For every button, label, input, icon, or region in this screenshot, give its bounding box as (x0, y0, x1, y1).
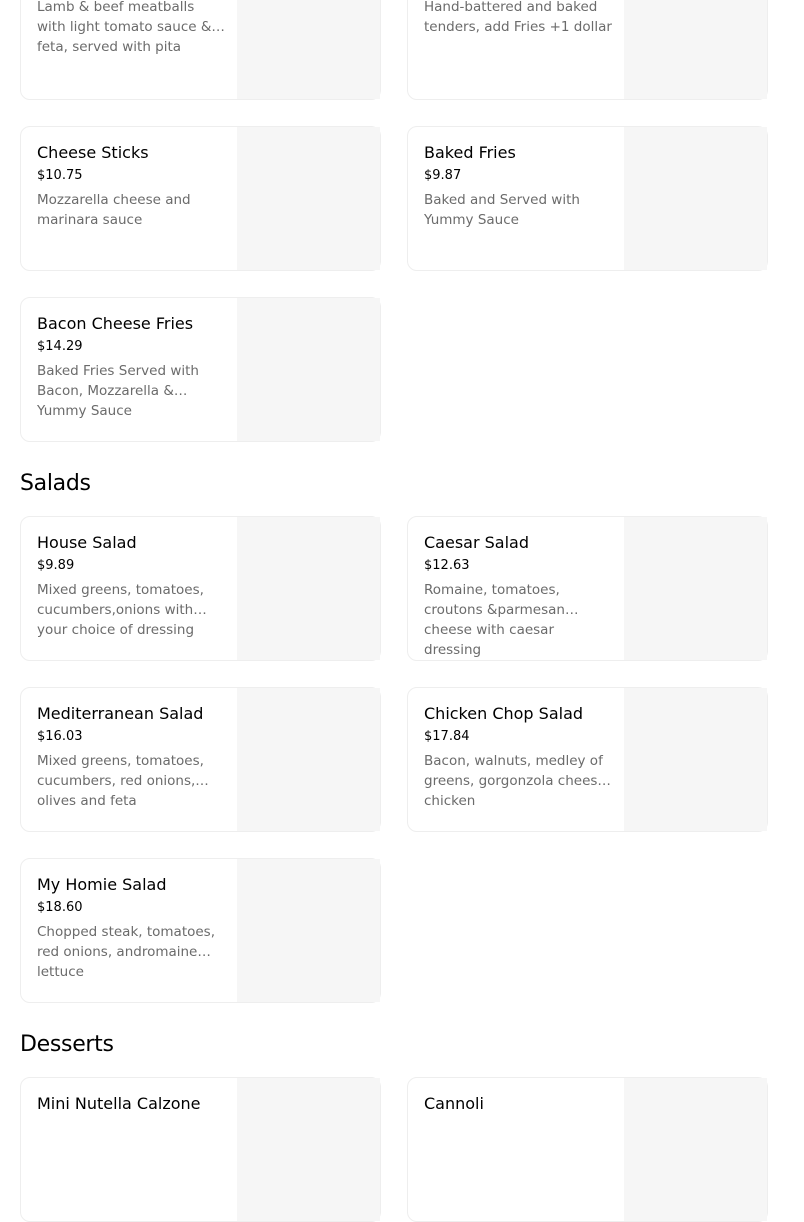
menu-item-info (37, 704, 225, 809)
menu-item-info (424, 143, 612, 230)
menu-item-card[interactable] (407, 516, 768, 661)
menu-item-info (424, 1094, 612, 1118)
menu-item-name: Bacon Cheese Fries (37, 314, 194, 333)
menu-item-info (424, 0, 612, 37)
menu-item-description: Chopped steak, tomatoes, red onions, andromaine lettuce (37, 924, 216, 980)
menu-item-info (424, 704, 612, 809)
menu-item-name: Mini Nutella Calzone (37, 1094, 201, 1113)
menu-item-name: Baked Fries (424, 143, 516, 162)
menu-item-name: Caesar Salad (424, 533, 529, 552)
menu-item-price: $14.29 (37, 339, 83, 354)
section-title-salads: Salads (20, 471, 91, 496)
menu-item-card[interactable] (407, 1077, 768, 1222)
menu-item-info (37, 533, 225, 638)
menu-item-card[interactable] (407, 126, 768, 271)
menu-item-price: $18.60 (37, 900, 83, 915)
menu-item-info (37, 875, 225, 980)
menu-item-card[interactable] (407, 0, 768, 100)
menu-item-price: $9.87 (424, 168, 462, 183)
menu-item-info (37, 1094, 225, 1118)
menu-item-description: Bacon, walnuts, medley of greens, gorgonzola cheese, chicken (424, 753, 611, 809)
menu-item-image (624, 517, 767, 660)
menu-item-description: Mixed greens, tomatoes, cucumbers, red onions, olives and feta (37, 753, 204, 809)
menu-item-description: Lamb & beef meatballs with light tomato sauce & feta, served with pita (37, 0, 212, 55)
menu-item-image (237, 859, 380, 1002)
menu-item-price: $10.75 (37, 168, 83, 183)
menu-item-price: $9.89 (37, 558, 75, 573)
menu-item-image (237, 1078, 380, 1221)
menu-item-image (624, 1078, 767, 1221)
menu-item-image (237, 0, 380, 99)
menu-item-name: Chicken Chop Salad (424, 704, 584, 723)
menu-item-image (237, 298, 380, 441)
menu-item-description: Baked Fries Served with Bacon, Mozzarella & Yummy Sauce (37, 363, 199, 419)
menu-item-description: Hand-battered and baked tenders, add Fries +1 dollar (424, 0, 612, 35)
menu-item-card[interactable] (20, 687, 381, 832)
menu-item-card[interactable] (20, 1077, 381, 1222)
menu-item-price: $17.84 (424, 729, 470, 744)
menu-item-name: Mediterranean Salad (37, 704, 204, 723)
menu-item-description: Mozzarella cheese and marinara sauce (37, 192, 191, 228)
menu-item-image (237, 517, 380, 660)
menu-item-card[interactable] (20, 516, 381, 661)
menu-item-card[interactable] (20, 858, 381, 1003)
menu-item-price: $12.63 (424, 558, 470, 573)
menu-item-price: $16.03 (37, 729, 83, 744)
menu-item-description: Mixed greens, tomatoes, cucumbers,onions with your choice of dressing (37, 582, 204, 638)
menu-item-image (624, 0, 767, 99)
menu-item-card[interactable] (20, 297, 381, 442)
section-title-desserts: Desserts (20, 1032, 114, 1057)
menu-item-info (37, 143, 225, 230)
menu-item-image (237, 127, 380, 270)
menu-item-name: My Homie Salad (37, 875, 167, 894)
menu-item-card[interactable] (20, 0, 381, 100)
menu-item-card[interactable] (407, 687, 768, 832)
menu-item-info (37, 314, 225, 419)
menu-item-card[interactable] (20, 126, 381, 271)
menu-item-name: Cannoli (424, 1094, 484, 1113)
menu-item-name: Cheese Sticks (37, 143, 149, 162)
menu-item-info (424, 533, 612, 658)
menu-item-image (237, 688, 380, 831)
menu-item-image (624, 688, 767, 831)
menu-item-name: House Salad (37, 533, 137, 552)
menu-item-description: Baked and Served with Yummy Sauce (424, 192, 580, 228)
menu-item-info (37, 0, 225, 55)
menu-item-description: Romaine, tomatoes, croutons &parmesan cheese with caesar dressing (424, 582, 565, 658)
menu-item-image (624, 127, 767, 270)
